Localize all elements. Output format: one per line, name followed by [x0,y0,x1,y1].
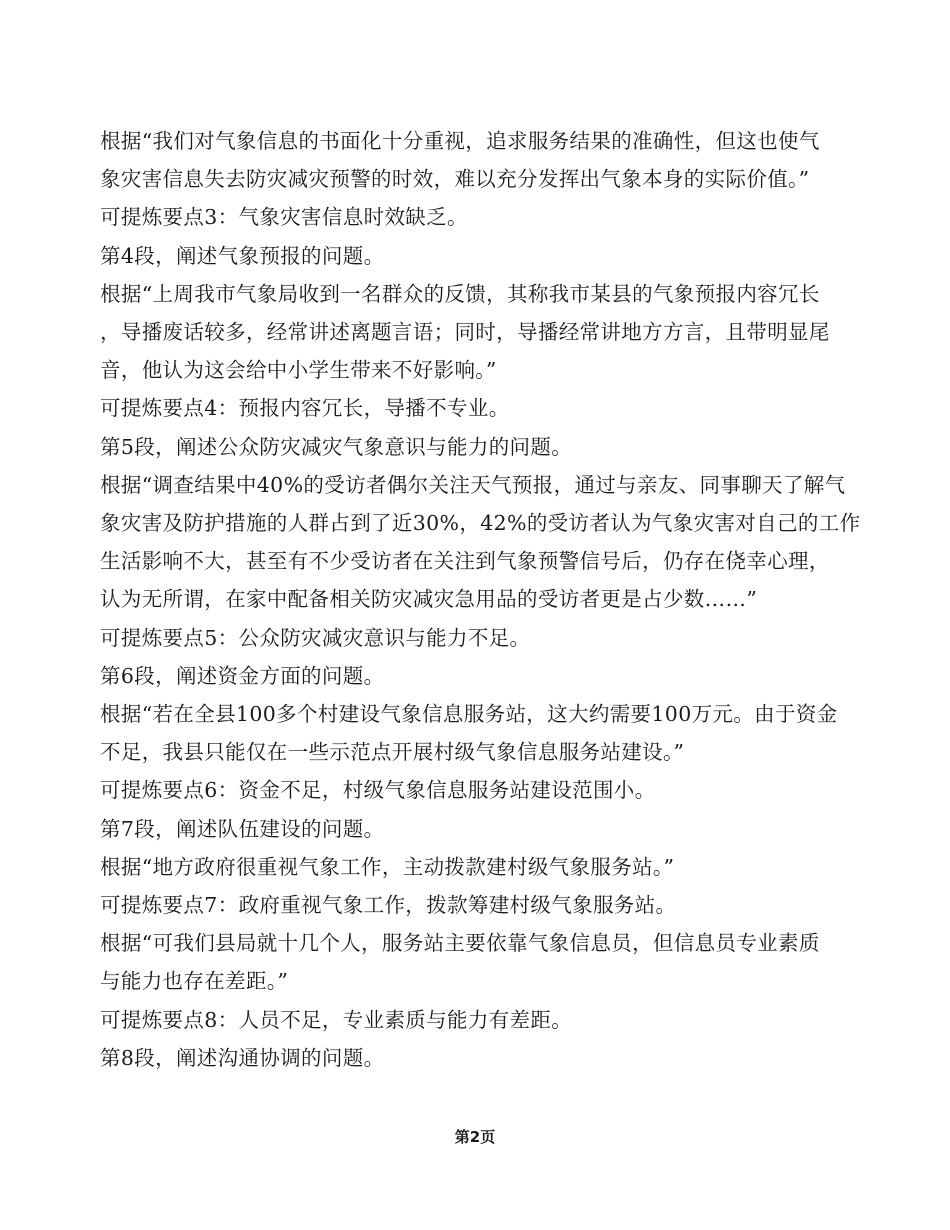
text-line: 可提炼要点5：公众防灾减灾意识与能力不足。 [100,625,531,650]
text-line: 根据“可我们县局就十几个人，服务站主要依靠气象信息员，但信息员专业素质 [100,931,820,956]
text-line: 第5段，阐述公众防灾减灾气象意识与能力的问题。 [100,434,573,459]
text-line: 音，他认为这会给中小学生带来不好影响。” [100,358,497,383]
text-line: 可提炼要点4：预报内容冗长，导播不专业。 [100,396,510,421]
text-line: 可提炼要点8：人员不足，专业素质与能力有差距。 [100,1007,573,1032]
text-line: 可提炼要点6：资金不足，村级气象信息服务站建设范围小。 [100,778,656,803]
text-line: ，导播废话较多，经常讲述离题言语；同时，导播经常讲地方方言，且带明显尾 [100,320,830,345]
text-line: 根据“我们对气象信息的书面化十分重视，追求服务结果的准确性，但这也使气 [100,129,820,153]
text-line: 第7段，阐述队伍建设的问题。 [100,816,385,841]
text-line: 象灾害信息失去防灾减灾预警的时效，难以充分发挥出气象本身的实际价值。” [100,167,810,192]
text-line: 第8段，阐述沟通协调的问题。 [100,1045,385,1070]
text-line: 根据“调查结果中40%的受访者偶尔关注天气预报，通过与亲友、同事聊天了解气 [100,472,846,497]
text-line: 第6段，阐述资金方面的问题。 [100,663,385,688]
text-line: 可提炼要点7：政府重视气象工作，拨款筹建村级气象服务站。 [100,893,677,918]
text-line: 可提炼要点3：气象灾害信息时效缺乏。 [100,205,468,230]
text-line: 认为无所谓，在家中配备相关防灾减灾急用品的受访者更是占少数……” [100,587,758,612]
text-line: 根据“上周我市气象局收到一名群众的反馈，其称我市某县的气象预报内容冗长 [100,281,820,306]
text-line: 根据“地方政府很重视气象工作，主动拨款建村级气象服务站。” [100,854,675,879]
text-line: 第4段，阐述气象预报的问题。 [100,243,385,268]
text-line: 生活影响不大，甚至有不少受访者在关注到气象预警信号后，仍存在侥幸心理， [100,549,830,574]
document-body [100,122,870,1077]
text-line: 与能力也存在差距。” [100,969,289,994]
text-line: 象灾害及防护措施的人群占到了近30%，42%的受访者认为气象灾害对自己的工作 [100,511,861,536]
text-line: 不足，我县只能仅在一些示范点开展村级气象信息服务站建设。” [100,740,685,765]
text-line: 根据“若在全县100多个村建设气象信息服务站，这大约需要100万元。由于资金 [100,702,838,727]
page-number: 第2页 [454,1128,496,1146]
